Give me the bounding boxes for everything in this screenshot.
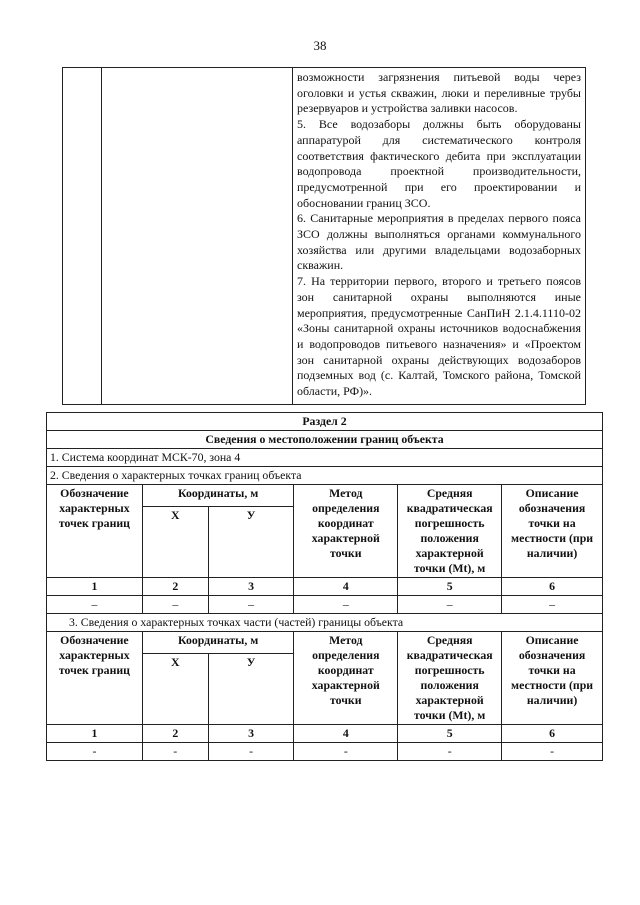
header-error: Средняя квадратическая погрешность положения характерной точки (Mt), м [398,632,502,725]
column-number: 5 [398,578,502,596]
empty-name-cell [102,68,293,405]
empty-number-cell [63,68,102,405]
section-subtitle: Сведения о местоположении границ объекта [47,431,603,449]
column-number: 4 [294,725,398,743]
column-number: 6 [502,578,603,596]
column-number: 3 [208,725,294,743]
table-cell: – [398,596,502,614]
header-method: Метод определения координат характерной точки [294,632,398,725]
header-coordinates: Координаты, м [142,632,294,654]
column-number: 1 [47,725,143,743]
paragraph-5: 5. Все водозаборы должны быть оборудованы аппаратурой для систематического контроля соответствия фактического дебита при эксплуатации водопровода проектной производительности, предусмотренной при его проектировании и обосновании границ ЗСО. [297,117,581,210]
header-designation: Обозначение характерных точек границ [47,485,143,578]
column-number: 2 [142,578,208,596]
table-cell: – [47,596,143,614]
column-number: 2 [142,725,208,743]
paragraph-7: 7. На территории первого, второго и третьего поясов зон санитарной охраны выполняются иные мероприятия, предусмотренные СанПиН 2.1.4.1110-02 «Зоны санитарной охраны источников водоснабжения и водопроводов питьевого назначения» и «Проектом зон санитарной охраны действующих водозаборов подземных вод (с. Калтай, Томского района, Томской области, РФ)». [297,274,581,399]
header-x: X [142,507,208,578]
table-cell: – [142,596,208,614]
column-number: 3 [208,578,294,596]
header-x: X [142,654,208,725]
coordinate-system: 1. Система координат МСК-70, зона 4 [47,449,603,467]
paragraph-6: 6. Санитарные мероприятия в пределах первого пояса ЗСО должны выполняться органами коммунального хозяйства или другими владельцами водозаборных скважин. [297,211,581,273]
points-heading: 2. Сведения о характерных точках границ объекта [47,467,603,485]
table-cell: - [208,743,294,761]
column-number: 1 [47,578,143,596]
header-description: Описание обозначения точки на местности (при наличии) [502,485,603,578]
part-points-heading: 3. Сведения о характерных точках части (частей) границы объекта [47,614,603,632]
column-number: 4 [294,578,398,596]
column-number: 6 [502,725,603,743]
column-number: 5 [398,725,502,743]
table-cell: - [294,743,398,761]
header-coordinates: Координаты, м [142,485,294,507]
section-title: Раздел 2 [47,413,603,431]
table-cell: – [294,596,398,614]
table-cell: - [502,743,603,761]
table-cell: - [142,743,208,761]
header-error: Средняя квадратическая погрешность положения характерной точки (Mt), м [398,485,502,578]
header-y: У [208,654,294,725]
header-method: Метод определения координат характерной точки [294,485,398,578]
table-cell: - [47,743,143,761]
section-2-table [46,412,603,761]
table-cell: - [398,743,502,761]
continuation-table [62,67,586,405]
paragraph-continuation: возможности загрязнения питьевой воды через оголовки и устья скважин, люки и переливные трубы резервуаров и устройства заливки насосов. [297,70,581,116]
page-number: 38 [313,38,327,53]
header-designation: Обозначение характерных точек границ [47,632,143,725]
table-cell: – [208,596,294,614]
header-description: Описание обозначения точки на местности (при наличии) [502,632,603,725]
header-y: У [208,507,294,578]
table-cell: – [502,596,603,614]
requirements-text-cell [293,68,586,405]
